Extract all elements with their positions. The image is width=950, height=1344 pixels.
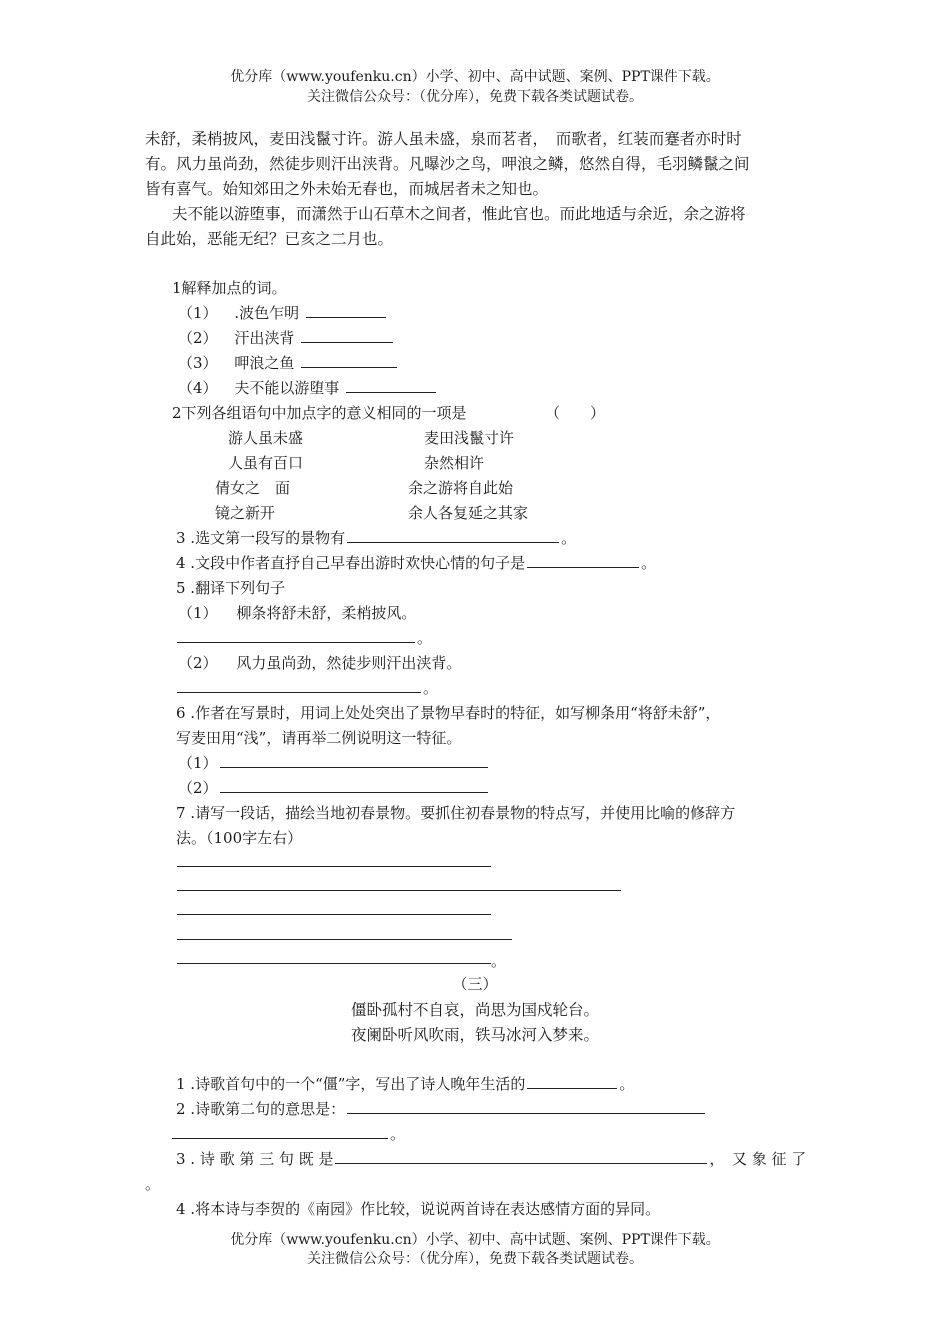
answer-blank[interactable] [177, 677, 421, 693]
poem-line-2: 夜阑卧听风吹雨，铁马冰河入梦来。 [350, 1026, 599, 1044]
passage-line: 皆有喜气。始知郊田之外未始无春也，而城居者未之知也。 [145, 180, 549, 198]
s3-question-2 [176, 1098, 707, 1119]
answer-blank[interactable] [527, 1073, 617, 1089]
answer-blank[interactable] [335, 1148, 707, 1164]
q5-item-1 [178, 602, 416, 623]
answer-blank[interactable] [301, 327, 393, 343]
question-7-line-1: 7 .请写一段话，描绘当地初春景物。要抓住初春景物的特点写，并使用比喻的修辞方 [176, 804, 736, 822]
question-6-line-2: 写麦田用“浅”，请再举二例说明这一特征。 [176, 729, 462, 747]
option-a2: 人虽有百口 [228, 454, 304, 472]
q5-answer-2 [177, 677, 438, 698]
question-6-line-1: 6 .作者在写景时，用词上处处突出了景物早春时的特征，如写柳条用“将舒未舒”， [176, 704, 721, 722]
punctuation: 。 [145, 1175, 161, 1193]
poem-line-1: 僵卧孤村不自哀，尚思为国戍轮台。 [350, 1001, 599, 1019]
choice-paren[interactable]: （ ） [545, 404, 606, 422]
q1-item-number: （2） [178, 329, 218, 347]
writing-line[interactable] [177, 914, 491, 915]
q1-item [178, 377, 438, 398]
s3-question-3-text: 3 . 诗 歌 第 三 句 既 是 [176, 1150, 334, 1168]
s3-question-2-text: 2 .诗歌第二句的意思是： [176, 1100, 346, 1118]
q6-item-number: （2） [178, 779, 218, 797]
writing-line[interactable] [177, 963, 491, 964]
punctuation: 。 [491, 952, 507, 970]
passage-line: 有。风力虽尚劲，然徒步则汗出浃背。凡曝沙之鸟，呷浪之鳞，悠然自得，毛羽鳞鬣之间 [145, 155, 750, 173]
q5-item-2 [178, 652, 461, 673]
s3-question-1-text: 1 .诗歌首句中的一个“僵”字，写出了诗人晚年生活的 [176, 1075, 526, 1093]
question-3 [176, 527, 576, 548]
question-4 [176, 552, 656, 573]
header-line-2: 关注微信公众号：（优分库），免费下载各类试题试卷。 [307, 89, 643, 105]
answer-blank[interactable] [527, 552, 639, 568]
question-4-text: 4 .文段中作者直抒自己早春出游时欢快心情的句子是 [176, 554, 526, 572]
q1-item [178, 302, 388, 323]
q5-item-number: （2） [178, 654, 218, 672]
footer-line-1: 优分库（www.youfenku.cn）小学、初中、高中试题、案例、PPT课件下载。 [230, 1232, 720, 1248]
q1-item-text: 汗出浃背 [234, 329, 295, 347]
question-7-line-2: 法。（100字左右） [176, 829, 303, 847]
q1-item [178, 352, 399, 373]
punctuation: 。 [423, 679, 439, 697]
question-5: 5 .翻译下列句子 [176, 579, 286, 597]
writing-line[interactable] [177, 866, 491, 867]
q1-item [178, 327, 395, 348]
q5-item-text: 柳条将舒未舒，柔梢披风。 [236, 604, 417, 622]
option-b2: 杂然相许 [424, 454, 485, 472]
answer-blank[interactable] [346, 377, 436, 393]
s3-question-3 [176, 1148, 806, 1169]
option-c1: 倩女之 面 [215, 479, 291, 497]
footer-line-2: 关注微信公众号：（优分库），免费下载各类试题试卷。 [307, 1251, 643, 1267]
q5-item-number: （1） [178, 604, 218, 622]
punctuation: 。 [619, 1075, 635, 1093]
option-d1: 余之游将自此始 [408, 479, 514, 497]
q1-item-text: .波色乍明 [234, 304, 300, 322]
punctuation: 。 [390, 1125, 406, 1143]
q6-answer-1 [178, 752, 490, 773]
answer-blank[interactable] [306, 302, 386, 318]
q1-item-number: （3） [178, 354, 218, 372]
writing-line[interactable] [177, 939, 512, 940]
option-d2: 余人各复延之其家 [408, 504, 529, 522]
answer-blank[interactable] [301, 352, 397, 368]
answer-blank[interactable] [220, 777, 488, 793]
s3-question-1 [176, 1073, 634, 1094]
answer-blank[interactable] [347, 527, 559, 543]
s3-question-2-cont [172, 1123, 405, 1144]
passage-line: 未舒，柔梢披风，麦田浅鬣寸许。游人虽未盛，泉而茗者， 而歌者，红装而蹇者亦时时 [145, 130, 742, 148]
question-1: 1解释加点的词。 [172, 279, 287, 297]
question-3-text: 3 .选文第一段写的景物有 [176, 529, 346, 547]
q6-answer-2 [178, 777, 490, 798]
q5-item-text: 风力虽尚劲，然徒步则汗出浃背。 [236, 654, 462, 672]
q1-item-number: （4） [178, 379, 218, 397]
passage-line: 自此始，恶能无纪？已亥之二月也。 [145, 230, 394, 248]
option-c2: 镜之新开 [215, 504, 276, 522]
header-line-1: 优分库（www.youfenku.cn）小学、初中、高中试题、案例、PPT课件下载。 [230, 69, 720, 85]
option-b1: 麦田浅鬣寸许 [424, 429, 515, 447]
writing-line[interactable] [177, 890, 621, 891]
answer-blank[interactable] [220, 752, 488, 768]
section-title: （三） [452, 975, 498, 993]
answer-blank[interactable] [172, 1123, 388, 1139]
s3-question-4: 4 .将本诗与李贺的《南园》作比较，说说两首诗在表达感情方面的异同。 [176, 1200, 661, 1218]
q1-item-text: 夫不能以游堕事 [234, 379, 340, 397]
q1-item-number: （1） [178, 304, 218, 322]
punctuation: 。 [641, 554, 657, 572]
punctuation: 。 [417, 629, 433, 647]
q5-answer-1 [177, 627, 432, 648]
answer-blank[interactable] [347, 1098, 705, 1114]
answer-blank[interactable] [177, 627, 415, 643]
q1-item-text: 呷浪之鱼 [234, 354, 295, 372]
passage-line: 夫不能以游堕事，而潇然于山石草木之间者，惟此官也。而此地适与余近，余之游将 [172, 205, 746, 223]
option-a1: 游人虽未盛 [228, 429, 304, 447]
s3-question-3-text: ， 又 象 征 了 [709, 1150, 807, 1168]
question-2: 2下列各组语句中加点字的意义相同的一项是 [172, 404, 467, 422]
q6-item-number: （1） [178, 754, 218, 772]
punctuation: 。 [561, 529, 577, 547]
